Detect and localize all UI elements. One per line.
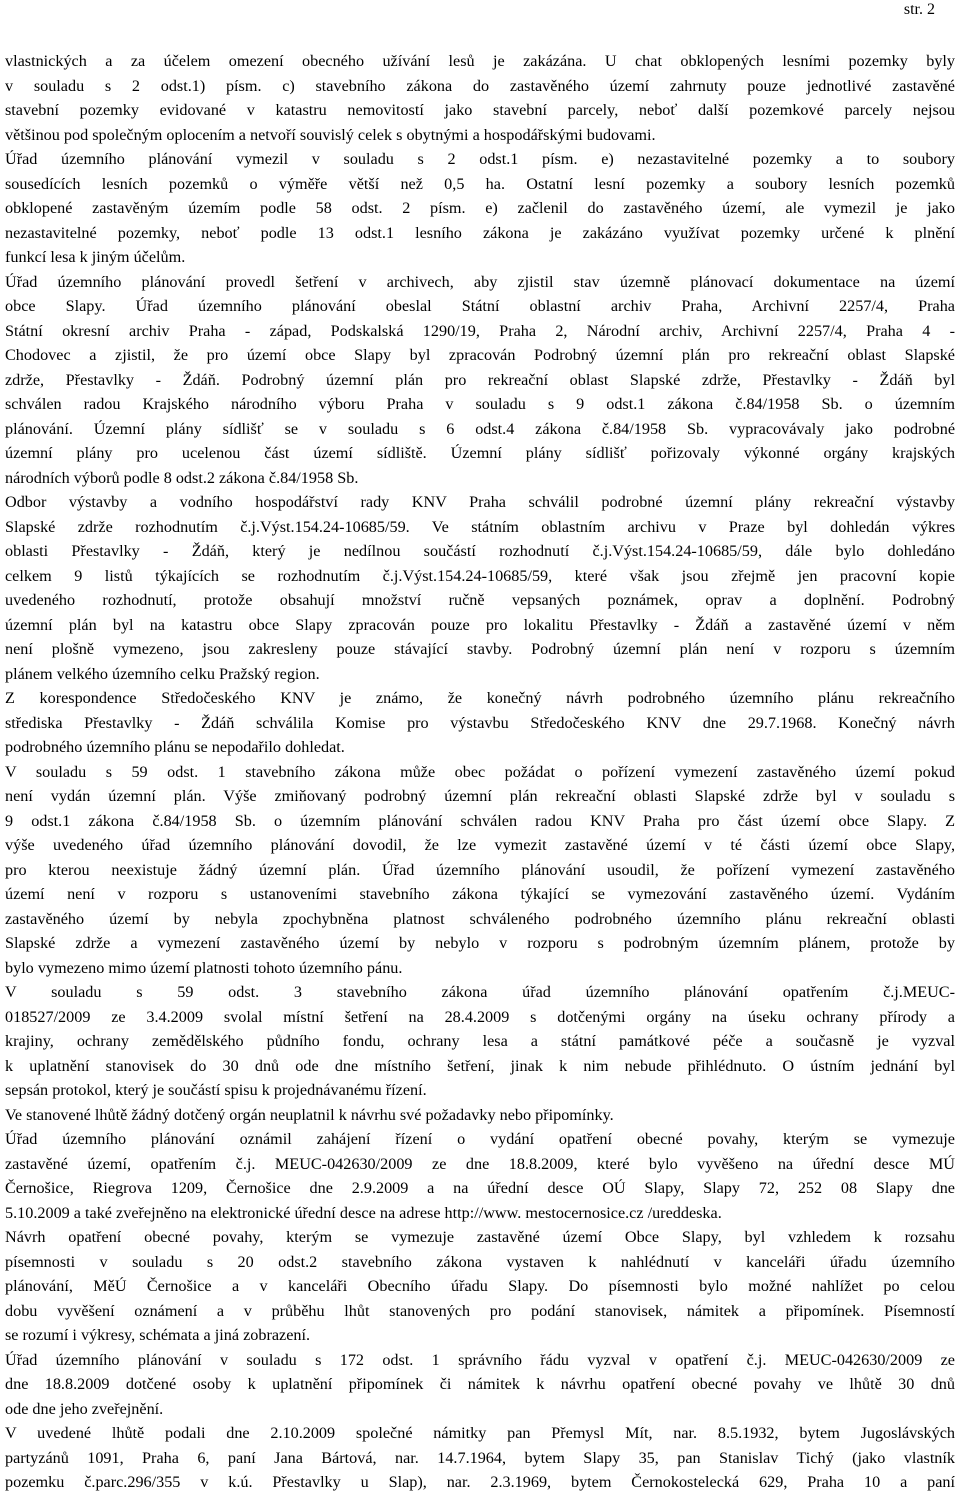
paragraph <box>5 1348 955 1422</box>
text-line: zastavěné území, opatřením č.j. MEUC-042630/2009 ze dne 18.8.2009, které bylo vyvěšeno na úřední desce MÚ <box>5 1154 955 1173</box>
text-line: Úřad územního plánování v souladu s 172 odst. 1 správního řádu vyzval v opatření č.j. MEUC-042630/2009 ze <box>5 1350 955 1369</box>
text-line: písemnosti v souladu s 20 odst.2 stavebního zákona vystaven k nahlédnutí v kanceláři úřadu územního <box>5 1252 955 1271</box>
text-line: schválen radou Krajského národního výboru Praha v souladu s 9 odst.1 zákona č.84/1958 Sb. o územním <box>5 395 955 413</box>
text-line: k uplatnění stanovisek do 30 dnů ode dne místního šetření, jinak k nim nebude přihlédnuto. O ústním jednání byl <box>5 1056 955 1075</box>
text-line: Černošice, Riegrova 1209, Černošice dne 2.9.2009 a na úřední desce OÚ Slapy, Slapy 72, 252 08 Slapy dne <box>5 1179 955 1197</box>
paragraph <box>5 686 955 760</box>
text-line: pozemku č.parc.296/355 v k.ú. Přestavlky u Slap), nar. 2.3.1969, bytem Černokostelecká 629, Praha 10 a paní <box>5 1473 955 1491</box>
text-line: územní plán byl na katastru obce Slapy zpracován pouze pro lokalitu Přestavlky - Ždáň a zastavěné území v něm <box>5 615 955 634</box>
paragraph <box>5 1225 955 1348</box>
text-line: Návrh opatření obecné povahy, kterým se vymezuje zastavěné území Obce Slapy, byl vzhledem k rozsahu <box>5 1228 955 1246</box>
text-line: územní plány pro ucelenou část území sídliště. Územní plány sídlišť pořizovaly výkonné orgány krajských <box>5 444 955 462</box>
text-line: pro kterou neexistuje žádný územní plán. Úřad územního plánování usoudil, že pořízení vymezení zastavěného <box>5 860 955 879</box>
text-line: vlastnických a za účelem omezení obecného užívání lesů je zakázána. U chat obklopených lesními pozemky byly <box>5 52 955 70</box>
text-line: zdrže, Přestavlky - Ždáň. Podrobný územní plán pro rekreační oblast Slapské zdrže, Přestavlky - Ždáň byl <box>5 370 955 389</box>
text-line: funkcí lesa k jiným účelům. <box>5 248 186 266</box>
paragraph <box>5 1103 955 1128</box>
paragraph <box>5 147 955 270</box>
text-line: Úřad územního plánování oznámil zahájení řízení o vydání opatření obecné povahy, kterým se vymezuje <box>5 1130 955 1148</box>
text-line: Ve stanovené lhůtě žádný dotčený orgán neuplatnil k návrhu své požadavky nebo připomínky. <box>5 1105 614 1124</box>
text-line: Úřad územního plánování vymezil v souladu s 2 odst.1 písm. e) nezastavitelné pozemky a to soubory <box>5 150 955 168</box>
text-line: Státní okresní archiv Praha - západ, Podskalská 1290/19, Praha 2, Národní archiv, Archivní 2257/4, Praha 4 - <box>5 321 955 340</box>
text-line: dobu vyvěšení oznámení a v průběhu lhůt stanovených pro podání stanovisek, námitek a připomínek. Písemností <box>5 1301 955 1320</box>
text-line: střediska Přestavlky - Ždáň schválila Komise pro výstavbu Středočeského KNV dne 29.7.1968. Konečný návrh <box>5 713 955 732</box>
text-line: území není v rozporu s ustanoveními stavebního zákona týkající se vymezování zastavěného území. Vydáním <box>5 885 955 903</box>
text-line: celkem 9 listů týkajících se rozhodnutím č.j.Výst.154.24-10685/59, které však jsou zřejmě jen pracovní kopie <box>5 566 955 585</box>
text-line: Slapské zdrže a vymezení zastavěného území by nebylo v rozporu s podrobným územním plánem, protože by <box>5 934 955 952</box>
text-line: plánování. Územní plány sídlišť se v souladu s 6 odst.4 zákona č.84/1958 Sb. vypracovávaly jako podrobné <box>5 419 955 438</box>
text-line: obce Slapy. Úřad územního plánování obeslal Státní oblastní archiv Praha, Archivní 2257/4, Praha <box>5 297 955 315</box>
text-line: 018527/2009 ze 3.4.2009 svolal místní šetření na 28.4.2009 s dotčenými orgány na úseku ochrany přírody a <box>5 1007 955 1026</box>
text-line: Chodovec a zjistil, že pro území obce Slapy byl zpracován Podrobný územní plán pro rekreační oblast Slapské <box>5 346 955 364</box>
text-line: plánem velkého územního celku Pražský region. <box>5 664 320 683</box>
text-line: v souladu s 2 odst.1) písm. c) stavebního zákona do zastavěného území zahrnuty pouze jednotlivé zastavěné <box>5 76 955 95</box>
text-line: není plošně vymezeno, jsou zakresleny pouze stávající stavby. Podrobný územní plán není v rozporu s územním <box>5 640 955 658</box>
paragraph <box>5 980 955 1103</box>
text-line: se rozumí i výkresy, schémata a jiná zobrazení. <box>5 1326 311 1344</box>
text-line: partyzánů 1091, Praha 6, paní Jana Bártová, nar. 14.7.1964, bytem Slapy 35, pan Stanislav Tichý (jako vlastník <box>5 1448 955 1467</box>
text-line: podrobného územního plánu se nepodařilo dohledat. <box>5 738 345 756</box>
text-line: Úřad územního plánování provedl šetření v archivech, aby zjistil stav územně plánovací dokumentace na území <box>5 272 955 291</box>
text-line: V souladu s 59 odst. 3 stavebního zákona úřad územního plánování opatřením č.j.MEUC- <box>5 983 955 1001</box>
text-line: Odbor výstavby a vodního hospodářství rady KNV Praha schválil podrobné územní plány rekreační výstavby <box>5 493 955 511</box>
text-line: Z korespondence Středočeského KNV je známo, že konečný návrh podrobného územního plánu rekreačního <box>5 689 955 707</box>
text-line: plánování, MěÚ Černošice a v kanceláři Obecního úřadu Slapy. Do písemnosti bylo možné nahlížet po celou <box>5 1277 955 1295</box>
text-line: bylo vymezeno mimo území platnosti tohoto územního pánu. <box>5 958 403 977</box>
text-line: národních výborů podle 8 odst.2 zákona č.84/1958 Sb. <box>5 468 359 487</box>
paragraph <box>5 49 955 147</box>
text-line: sepsán protokol, který je součástí spisu k projednávanému řízení. <box>5 1081 427 1099</box>
text-line: dne 18.8.2009 dotčené osoby k uplatnění připomínek či námitek k návrhu opatření obecné povahy ve lhůtě 30 dnů <box>5 1375 955 1393</box>
text-line: výše uvedeného úřad územního plánování dovodil, že lze vymezit zastavěné území v té části území obce Slapy, <box>5 836 955 854</box>
text-line: není vydán územní plán. Výše zmiňovaný podrobný územní plán rekreační oblasti Slapské zdrže byl v souladu s <box>5 787 955 805</box>
text-line: většinou pod společným oplocením a netvoří souvislý celek s obytnými a hospodářskými budovami. <box>5 125 656 144</box>
text-line: V uvedené lhůtě podali dne 2.10.2009 společné námitky pan Přemysl Mít, nar. 8.5.1932, bytem Jugoslávských <box>5 1424 955 1442</box>
text-line: uvedeného rozhodnutí, protože obsahují množství ručně vepsaných poznámek, oprav a doplnění. Podrobný <box>5 591 955 609</box>
text-line: krajiny, ochrany zemědělského půdního fondu, ochrany lesa a státní památkové péče a současně je vyzval <box>5 1032 955 1050</box>
paragraph <box>5 490 955 686</box>
text-line: 5.10.2009 a také zveřejněno na elektronické úřední desce na adrese http://www. mestocernosice.cz /ureddeska. <box>5 1203 722 1222</box>
paragraph <box>5 270 955 491</box>
text-line: ode dne jeho zveřejnění. <box>5 1399 164 1418</box>
text-line: V souladu s 59 odst. 1 stavebního zákona může obec požádat o pořízení vymezení zastavěného území pokud <box>5 762 955 781</box>
text-line: Slapské zdrže rozhodnutím č.j.Výst.154.24-10685/59. Ve státním oblastním archivu v Praze byl dohledán výkres <box>5 517 955 536</box>
text-line: sousedících lesních pozemků o výměře větší než 0,5 ha. Ostatní lesní pozemky a soubory lesních pozemků <box>5 174 955 193</box>
text-line: oblasti Přestavlky - Ždáň, který je nedílnou součástí rozhodnutí č.j.Výst.154.24-10685/59, dále bylo dohledáno <box>5 542 955 560</box>
text-line: 9 odst.1 zákona č.84/1958 Sb. o územním plánování schválen radou KNV Praha pro část území obce Slapy. Z <box>5 811 955 830</box>
text-line: obklopené zastavěným územím podle 58 odst. 2 písm. e) začlenil do zastavěného území, ale vymezil je jako <box>5 199 955 217</box>
text-line: nezastavitelné pozemky, neboť podle 13 odst.1 lesního zákona je zakázáno využívat pozemky určené k plnění <box>5 223 955 242</box>
paragraph <box>5 760 955 981</box>
paragraph <box>5 1421 955 1495</box>
paragraph <box>5 1127 955 1225</box>
text-line: stavební pozemky evidované v katastru nemovitostí jako stavební parcely, neboť další pozemkové parcely nejsou <box>5 101 955 119</box>
page-number: str. 2 <box>903 1 935 18</box>
text-line: zastavěného území by nebyla zpochybněna platnost schváleného podrobného územního plánu rekreační oblasti <box>5 909 955 928</box>
document-body <box>5 49 955 1495</box>
